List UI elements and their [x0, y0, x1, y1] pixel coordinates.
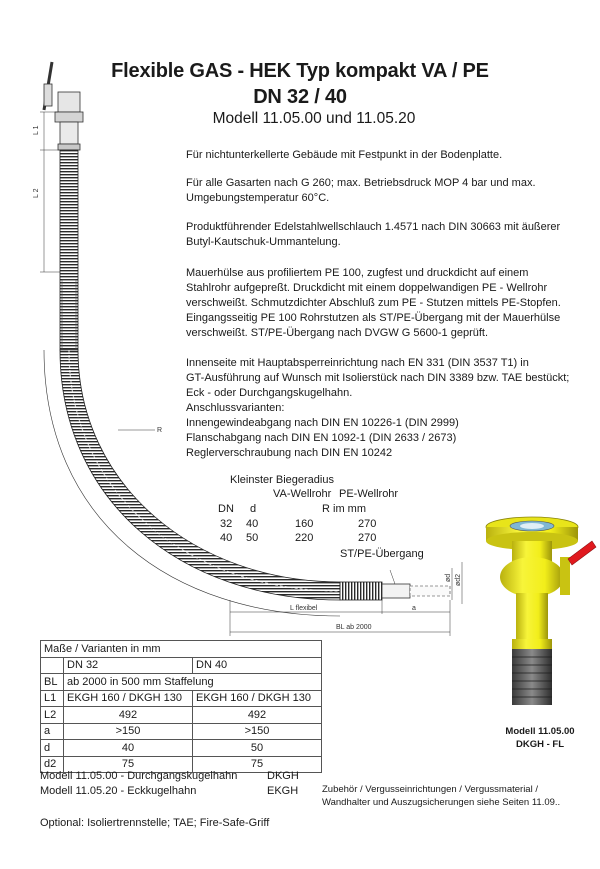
dims-cell: 75 — [64, 756, 193, 773]
model-2-code: EKGH — [267, 785, 299, 797]
dims-row-label: BL — [41, 674, 64, 691]
bend-col-pe: PE-Wellrohr — [339, 488, 399, 500]
desc-paragraph-5: Innenseite mit Hauptabsperreinrichtung nach EN 331 (DIN 3537 T1) in GT-Ausführung auf Wunsch mit Isolierstück nach DIN 3389 bzw. TAE bestückt; Eck - oder Durchgangskugelhahn. Anschlussvarianten: Innengewindeabgang nach DIN EN 10226-1 (DIN 2999) Flanschabgang nach DIN EN 1092-1 (DIN 2633 / 2673) Reglerverschraubung nach DIN EN 10242 — [186, 357, 570, 459]
dims-row-label: d — [41, 740, 64, 757]
dims-cell: 492 — [64, 707, 193, 724]
dims-cell: >150 — [193, 723, 322, 740]
accessories-note: Zubehör / Vergusseinrichtungen / Vergussmaterial / Wandhalter und Auszugsicherungen siehe Seiten 11.09.. — [322, 784, 561, 808]
table-row — [41, 674, 322, 691]
dims-bl-value: ab 2000 in 500 mm Staffelung — [64, 674, 322, 691]
bend-col-dn: DN — [218, 503, 234, 515]
dims-cell: 40 — [64, 740, 193, 757]
bend-row-1-pe: 270 — [358, 518, 377, 530]
product-valve-image — [482, 515, 598, 715]
page-subtitle: Modell 11.05.00 und 11.05.20 — [212, 110, 416, 127]
bend-row-1-dn: 32 — [220, 518, 233, 530]
product-caption-model: Modell 11.05.00 — [505, 726, 575, 737]
desc-paragraph-1: Für nichtunterkellerte Gebäude mit Festpunkt in der Bodenplatte. — [186, 149, 503, 161]
table-row — [41, 690, 322, 707]
page-title: Flexible GAS - HEK Typ kompakt VA / PE — [111, 60, 489, 82]
dims-cell: EKGH 160 / DKGH 130 — [64, 690, 193, 707]
transition-label: ST/PE-Übergang — [340, 548, 424, 560]
dims-row-label: d2 — [41, 756, 64, 773]
desc-paragraph-4: Mauerhülse aus profiliertem PE 100, zugfest und druckdicht auf einem Stahlrohr aufgepreßt. Druckdicht mit einem doppelwandigen PE - Wellrohr verschweißt. Schmutzdichter Abschluß zum PE - Stutzen mittels PE-Stopfen. Eingangsseitig PE 100 Rohrstutzen als ST/PE-Übergang mit der Mauerhülse verschweißt. ST/PE-Übergang nach DVGW G 5600-1 geprüft. — [186, 267, 561, 339]
dim-od-label: ød — [445, 573, 452, 582]
dims-cell: EKGH 160 / DKGH 130 — [193, 690, 322, 707]
dims-row-label: a — [41, 723, 64, 740]
dims-cell: 75 — [193, 756, 322, 773]
table-row — [41, 707, 322, 724]
desc-paragraph-3: Produktführender Edelstahlwellschlauch 1.4571 nach DIN 30663 mit äußerer Butyl-Kautschuk-Ummantelung. — [186, 221, 561, 248]
table-row — [41, 740, 322, 757]
bend-col-d: d — [250, 503, 257, 515]
radius-label: R — [157, 427, 163, 434]
dimensions-table — [40, 640, 322, 773]
model-2-name: Modell 11.05.20 - Eckkugelhahn — [40, 785, 197, 797]
table-row — [41, 723, 322, 740]
bend-row-2-d: 50 — [246, 532, 259, 544]
dim-l2-label: L 2 — [33, 188, 40, 198]
bend-col-r: R im mm — [322, 503, 366, 515]
bend-row-2-dn: 40 — [220, 532, 233, 544]
dims-row-label: L1 — [41, 690, 64, 707]
optional-note: Optional: Isoliertrennstelle; TAE; Fire-Safe-Griff — [40, 817, 270, 829]
product-caption-variant: DKGH - FL — [515, 739, 565, 750]
dims-col-dn40: DN 40 — [193, 657, 322, 674]
dims-col-dn32: DN 32 — [64, 657, 193, 674]
bend-row-2-va: 220 — [295, 532, 314, 544]
bend-row-1-va: 160 — [295, 518, 314, 530]
dims-cell: >150 — [64, 723, 193, 740]
dims-row-label: L2 — [41, 707, 64, 724]
valve-red-handle — [560, 541, 596, 595]
page-title-dn: DN 32 / 40 — [253, 86, 347, 108]
dim-lflex-label: L flexibel — [290, 605, 318, 612]
desc-paragraph-2: Für alle Gasarten nach G 260; max. Betriebsdruck MOP 4 bar und max. Umgebungstemperatur 60°C. — [186, 177, 536, 204]
dim-l1-label: L 1 — [33, 125, 40, 135]
model-1-code: DKGH — [267, 770, 299, 782]
dims-cell: 492 — [193, 707, 322, 724]
bend-radius-title: Kleinster Biegeradius — [230, 474, 334, 486]
dim-a-label: a — [412, 605, 416, 612]
dim-bl-label: BL ab 2000 — [336, 624, 372, 631]
model-1-name: Modell 11.05.00 - Durchgangskugelhahn — [40, 770, 238, 782]
bend-row-2-pe: 270 — [358, 532, 377, 544]
bend-row-1-d: 40 — [246, 518, 259, 530]
dims-cell: 50 — [193, 740, 322, 757]
table-row — [41, 641, 322, 658]
table-row — [41, 657, 322, 674]
dims-table-header: Maße / Varianten in mm — [41, 641, 322, 658]
bend-col-va: VA-Wellrohr — [273, 488, 332, 500]
dim-od2-label: ød2 — [455, 573, 462, 586]
